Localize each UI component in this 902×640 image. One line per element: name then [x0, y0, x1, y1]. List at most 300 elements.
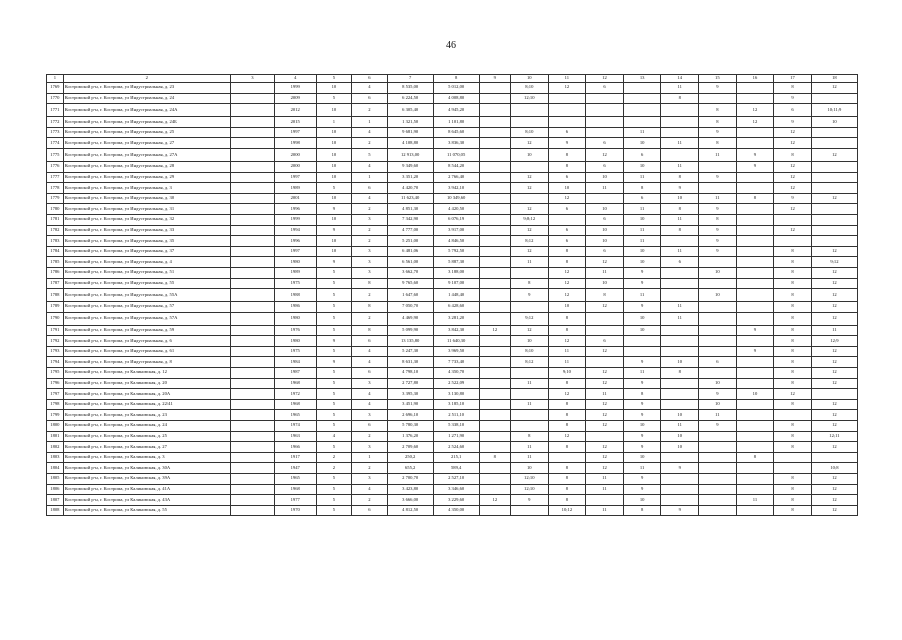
table-cell: 9;12: [811, 257, 857, 268]
table-cell: [586, 431, 624, 442]
table-cell: 6: [352, 183, 388, 194]
table-cell: 11: [548, 357, 586, 368]
table-cell: 2 709,60: [387, 442, 433, 453]
table-cell: 8: [623, 389, 661, 400]
table-cell: 4 812,50: [387, 505, 433, 516]
table-cell: 6: [548, 236, 586, 247]
table-cell: 2000: [274, 148, 316, 161]
table-cell: [230, 389, 274, 400]
table-cell: 11: [623, 127, 661, 138]
table-cell: [736, 257, 774, 268]
table-cell: 8: [661, 368, 699, 379]
table-cell: [230, 148, 274, 161]
table-cell: 12: [774, 127, 812, 138]
table-cell: [548, 452, 586, 463]
table-cell: 9: [661, 183, 699, 194]
table-cell: 8: [774, 505, 812, 516]
table-cell: 10;12: [548, 505, 586, 516]
table-cell: [479, 463, 510, 474]
table-cell: [736, 336, 774, 347]
row-id-cell: 1780: [47, 204, 64, 215]
row-id-cell: 1799: [47, 410, 64, 421]
table-cell: 12: [510, 204, 548, 215]
table-cell: 10: [316, 193, 352, 204]
table-cell: [230, 204, 274, 215]
table-cell: [736, 378, 774, 389]
table-cell: 10: [586, 172, 624, 183]
table-cell: 12: [586, 421, 624, 432]
table-cell: [230, 312, 274, 325]
table-cell: [699, 312, 737, 325]
table-cell: [774, 452, 812, 463]
table-cell: [548, 93, 586, 104]
table-cell: 5: [316, 302, 352, 313]
table-cell: [811, 236, 857, 247]
table-cell: [699, 257, 737, 268]
table-cell: [699, 161, 737, 172]
table-cell: [230, 378, 274, 389]
table-cell: [230, 193, 274, 204]
table-cell: 12: [548, 431, 586, 442]
table-cell: 8;10: [510, 346, 548, 357]
table-cell: 3 351,20: [387, 172, 433, 183]
table-cell: 5: [316, 368, 352, 379]
table-cell: 1999: [274, 83, 316, 94]
table-cell: 8: [548, 312, 586, 325]
table-cell: 3 969,50: [433, 346, 479, 357]
table-cell: [736, 442, 774, 453]
table-cell: 11: [661, 214, 699, 225]
table-cell: 5: [316, 484, 352, 495]
table-row: [47, 204, 858, 215]
table-cell: 1996: [274, 204, 316, 215]
table-cell: 12: [774, 172, 812, 183]
table-cell: [230, 505, 274, 516]
table-cell: 9 765,60: [387, 278, 433, 289]
table-cell: 9: [316, 257, 352, 268]
table-row: [47, 378, 858, 389]
table-cell: 4 008,80: [433, 93, 479, 104]
table-cell: 5: [316, 421, 352, 432]
table-cell: [510, 505, 548, 516]
table-cell: 8: [774, 346, 812, 357]
table-cell: 1966: [274, 442, 316, 453]
table-cell: [479, 127, 510, 138]
address-cell: Костромской р-н, г. Кострома, ул Индустриальная, д. 35: [63, 236, 230, 247]
table-cell: 8 631,30: [387, 357, 433, 368]
column-header: 2: [63, 75, 230, 83]
table-cell: 12: [510, 183, 548, 194]
row-id-cell: 1787: [47, 278, 64, 289]
table-cell: 2000: [274, 161, 316, 172]
table-cell: 1977: [274, 495, 316, 506]
table-cell: [736, 302, 774, 313]
table-cell: 12: [548, 289, 586, 302]
table-cell: 8: [774, 325, 812, 336]
row-id-cell: 1805: [47, 474, 64, 485]
table-cell: [586, 325, 624, 336]
table-cell: 3: [352, 257, 388, 268]
table-cell: 12: [774, 225, 812, 236]
address-cell: Костромской р-н, г. Кострома, ул Калиновская, д. 25: [63, 431, 230, 442]
address-cell: Костромской р-н, г. Кострома, ул Индустриальная, д. 25: [63, 127, 230, 138]
address-cell: Костромской р-н, г. Кострома, ул Калиновская, д. 24: [63, 421, 230, 432]
table-cell: [736, 289, 774, 302]
table-cell: 1989: [274, 267, 316, 278]
address-cell: Костромской р-н, г. Кострома, ул Индустриальная, д. 28: [63, 161, 230, 172]
table-cell: 1974: [274, 421, 316, 432]
table-cell: 12: [510, 325, 548, 336]
table-cell: 1: [352, 117, 388, 128]
table-cell: 10: [623, 214, 661, 225]
table-cell: 1975: [274, 278, 316, 289]
table-cell: 9 349,60: [387, 161, 433, 172]
table-cell: 11: [586, 267, 624, 278]
table-cell: 8: [548, 484, 586, 495]
table-cell: 11: [586, 484, 624, 495]
table-cell: [811, 389, 857, 400]
table-cell: 11: [699, 410, 737, 421]
table-cell: [699, 463, 737, 474]
table-cell: [623, 117, 661, 128]
table-cell: [661, 389, 699, 400]
address-cell: Костромской р-н, г. Кострома, ул Индустриальная, д. 59: [63, 325, 230, 336]
table-cell: 6: [548, 225, 586, 236]
table-cell: 2: [352, 204, 388, 215]
table-cell: 5: [316, 346, 352, 357]
table-cell: [586, 312, 624, 325]
table-cell: [479, 336, 510, 347]
row-id-cell: 1775: [47, 148, 64, 161]
column-header: 1: [47, 75, 64, 83]
row-id-cell: 1771: [47, 104, 64, 117]
table-cell: [230, 127, 274, 138]
table-cell: 1994: [274, 225, 316, 236]
table-cell: 9: [699, 127, 737, 138]
address-cell: Костромской р-н, г. Кострома, ул Калиновская, д. 39А: [63, 474, 230, 485]
table-cell: 1986: [274, 302, 316, 313]
table-cell: [736, 431, 774, 442]
table-cell: 6: [586, 246, 624, 257]
table-cell: 10: [623, 257, 661, 268]
table-cell: 8 544,20: [433, 161, 479, 172]
column-header: 7: [387, 75, 433, 83]
table-cell: 9: [623, 278, 661, 289]
table-cell: 8: [774, 148, 812, 161]
table-cell: 10: [548, 183, 586, 194]
table-cell: 9: [623, 302, 661, 313]
table-cell: 6: [548, 172, 586, 183]
table-cell: 1965: [274, 474, 316, 485]
table-cell: 1: [316, 117, 352, 128]
address-cell: Костромской р-н, г. Кострома, ул Индустриальная, д. 3: [63, 183, 230, 194]
table-cell: 10: [316, 236, 352, 247]
table-row: [47, 505, 858, 516]
row-id-cell: 1788: [47, 289, 64, 302]
table-cell: 3 346,60: [433, 484, 479, 495]
table-cell: 10: [316, 104, 352, 117]
table-cell: 3 942,10: [433, 183, 479, 194]
table-row: [47, 325, 858, 336]
table-cell: 9: [699, 83, 737, 94]
table-cell: 4: [352, 193, 388, 204]
table-cell: 4 108,80: [387, 138, 433, 149]
table-row: [47, 452, 858, 463]
table-cell: 7 733,40: [433, 357, 479, 368]
table-cell: 11: [699, 148, 737, 161]
row-id-cell: 1774: [47, 138, 64, 149]
row-id-cell: 1806: [47, 484, 64, 495]
table-cell: 8: [774, 257, 812, 268]
table-cell: [811, 93, 857, 104]
table-cell: [661, 495, 699, 506]
table-row: [47, 104, 858, 117]
table-cell: 10: [316, 246, 352, 257]
row-id-cell: 1770: [47, 93, 64, 104]
table-cell: 2 696,10: [387, 410, 433, 421]
table-cell: 12: [811, 368, 857, 379]
address-cell: Костромской р-н, г. Кострома, ул Индустриальная, д. 4: [63, 257, 230, 268]
table-cell: 11 640,30: [433, 336, 479, 347]
table-cell: 5: [316, 495, 352, 506]
table-cell: 8: [548, 325, 586, 336]
table-cell: [479, 246, 510, 257]
table-cell: [510, 193, 548, 204]
table-cell: [230, 336, 274, 347]
table-cell: 1997: [274, 246, 316, 257]
table-row: [47, 346, 858, 357]
table-cell: [586, 357, 624, 368]
table-cell: 4 469,90: [387, 312, 433, 325]
table-cell: 4: [352, 346, 388, 357]
table-cell: [774, 214, 812, 225]
table-cell: 2: [352, 225, 388, 236]
address-cell: Костромской р-н, г. Кострома, ул Калиновская, д. 41А: [63, 484, 230, 495]
table-cell: 4 350,00: [433, 505, 479, 516]
table-row: [47, 93, 858, 104]
table-cell: 12: [586, 346, 624, 357]
table-cell: [510, 104, 548, 117]
table-cell: 2: [352, 289, 388, 302]
table-cell: 12: [811, 505, 857, 516]
table-cell: [479, 193, 510, 204]
table-cell: 12: [548, 83, 586, 94]
table-cell: 8: [548, 148, 586, 161]
table-cell: 11: [661, 246, 699, 257]
table-cell: 10: [699, 399, 737, 410]
table-cell: 1997: [274, 127, 316, 138]
table-cell: [479, 225, 510, 236]
column-header: 18: [811, 75, 857, 83]
address-cell: Костромской р-н, г. Кострома, ул Индустриальная, д. 8: [63, 357, 230, 368]
table-cell: 12: [774, 389, 812, 400]
table-cell: [479, 431, 510, 442]
table-cell: 8: [774, 357, 812, 368]
table-cell: 1980: [274, 257, 316, 268]
table-cell: 12: [774, 138, 812, 149]
table-cell: 10: [661, 431, 699, 442]
table-cell: 9: [316, 357, 352, 368]
table-cell: 11: [586, 474, 624, 485]
table-cell: 10: [510, 336, 548, 347]
table-row: [47, 495, 858, 506]
table-cell: 4 420,50: [433, 204, 479, 215]
column-header: 11: [548, 75, 586, 83]
address-cell: Костромской р-н, г. Кострома, ул Индустриальная, д. 27А: [63, 148, 230, 161]
table-cell: [230, 302, 274, 313]
table-cell: 8: [623, 183, 661, 194]
address-cell: Костромской р-н, г. Кострома, ул Индустриальная, д. 27: [63, 138, 230, 149]
table-row: [47, 161, 858, 172]
table-cell: 6: [623, 193, 661, 204]
table-cell: [699, 336, 737, 347]
table-cell: 6 428,60: [433, 302, 479, 313]
table-cell: [811, 204, 857, 215]
table-cell: 2: [316, 452, 352, 463]
table-cell: [623, 104, 661, 117]
table-cell: [479, 161, 510, 172]
table-cell: 12: [811, 289, 857, 302]
table-cell: 9: [661, 463, 699, 474]
table-cell: [479, 83, 510, 94]
table-cell: 9: [623, 410, 661, 421]
table-cell: 11: [661, 302, 699, 313]
table-cell: 8: [774, 474, 812, 485]
table-cell: 8: [774, 83, 812, 94]
table-cell: [811, 172, 857, 183]
table-cell: 8: [774, 289, 812, 302]
table-cell: 9: [699, 225, 737, 236]
table-cell: 6 305,40: [387, 104, 433, 117]
column-header: 17: [774, 75, 812, 83]
table-cell: 12: [811, 312, 857, 325]
table-cell: 12;11: [811, 431, 857, 442]
table-cell: 12: [586, 257, 624, 268]
row-id-cell: 1778: [47, 183, 64, 194]
table-cell: 12: [548, 267, 586, 278]
table-cell: 5: [316, 278, 352, 289]
table-cell: 10: [811, 117, 857, 128]
address-cell: Костромской р-н, г. Кострома, ул Калиновская, д. 30А: [63, 463, 230, 474]
table-cell: [699, 431, 737, 442]
table-cell: 10: [586, 225, 624, 236]
address-cell: Костромской р-н, г. Кострома, ул Индустриальная, д. 37: [63, 246, 230, 257]
column-header: 8: [433, 75, 479, 83]
table-cell: 8: [774, 368, 812, 379]
table-cell: 8: [586, 289, 624, 302]
housing-table: [46, 74, 858, 516]
table-cell: 5 780,30: [387, 421, 433, 432]
address-cell: Костромской р-н, г. Кострома, ул Калиновская, д. 20: [63, 378, 230, 389]
table-cell: 4: [316, 431, 352, 442]
column-header: 6: [352, 75, 388, 83]
table-cell: 8: [548, 442, 586, 453]
table-cell: 12: [811, 421, 857, 432]
table-cell: [736, 484, 774, 495]
table-cell: [230, 431, 274, 442]
table-cell: 1987: [274, 368, 316, 379]
table-cell: 12: [510, 138, 548, 149]
table-cell: 10: [316, 148, 352, 161]
table-cell: 2: [352, 104, 388, 117]
table-cell: 6: [548, 127, 586, 138]
table-cell: [811, 127, 857, 138]
table-cell: 11: [623, 225, 661, 236]
row-id-cell: 1792: [47, 336, 64, 347]
table-cell: 12: [811, 346, 857, 357]
table-cell: 8: [510, 431, 548, 442]
table-cell: [623, 346, 661, 357]
table-cell: [586, 104, 624, 117]
table-cell: 10: [586, 236, 624, 247]
table-cell: 11: [623, 289, 661, 302]
table-cell: [661, 378, 699, 389]
table-cell: [736, 127, 774, 138]
table-cell: [699, 346, 737, 357]
table-cell: [736, 421, 774, 432]
table-cell: 4 420,70: [387, 183, 433, 194]
table-cell: [510, 410, 548, 421]
table-cell: 11: [586, 505, 624, 516]
address-cell: Костромской р-н, г. Кострома, ул Индустриальная, д. 24Б: [63, 117, 230, 128]
table-row: [47, 368, 858, 379]
table-cell: 12: [736, 104, 774, 117]
table-cell: 5: [316, 183, 352, 194]
address-cell: Костромской р-н, г. Кострома, ул Индустриальная, д. 6: [63, 336, 230, 347]
table-cell: 12: [811, 302, 857, 313]
table-cell: [510, 302, 548, 313]
table-cell: 8: [736, 452, 774, 463]
table-cell: 2 511,10: [433, 410, 479, 421]
table-cell: [479, 505, 510, 516]
table-cell: 4 851,30: [387, 204, 433, 215]
address-cell: Костромской р-н, г. Кострома, ул Индустриальная, д. 33: [63, 225, 230, 236]
table-cell: 8: [548, 421, 586, 432]
table-cell: 3 423,80: [387, 484, 433, 495]
table-cell: 12: [586, 452, 624, 463]
table-cell: 3: [352, 410, 388, 421]
table-cell: 8: [774, 336, 812, 347]
table-cell: [230, 452, 274, 463]
table-cell: [510, 267, 548, 278]
table-cell: 8: [352, 278, 388, 289]
table-cell: 12: [811, 474, 857, 485]
table-cell: 12: [548, 193, 586, 204]
table-cell: 215,1: [433, 452, 479, 463]
table-cell: [479, 138, 510, 149]
table-cell: 8: [548, 495, 586, 506]
address-cell: Костромской р-н, г. Кострома, ул Индустриальная, д. 55А: [63, 289, 230, 302]
table-cell: 5 887,30: [433, 257, 479, 268]
table-cell: 6: [352, 368, 388, 379]
table-cell: 4: [352, 357, 388, 368]
table-cell: 12: [736, 117, 774, 128]
table-cell: 10: [699, 289, 737, 302]
table-cell: 9: [316, 204, 352, 215]
table-cell: 3: [352, 214, 388, 225]
table-cell: 8: [352, 325, 388, 336]
table-cell: 9: [623, 399, 661, 410]
table-cell: 9: [774, 193, 812, 204]
table-cell: [230, 410, 274, 421]
table-cell: [479, 378, 510, 389]
table-cell: [510, 389, 548, 400]
table-cell: [479, 289, 510, 302]
table-cell: 11: [661, 138, 699, 149]
table-cell: [661, 117, 699, 128]
table-cell: 12;10: [510, 474, 548, 485]
table-cell: 4: [352, 161, 388, 172]
